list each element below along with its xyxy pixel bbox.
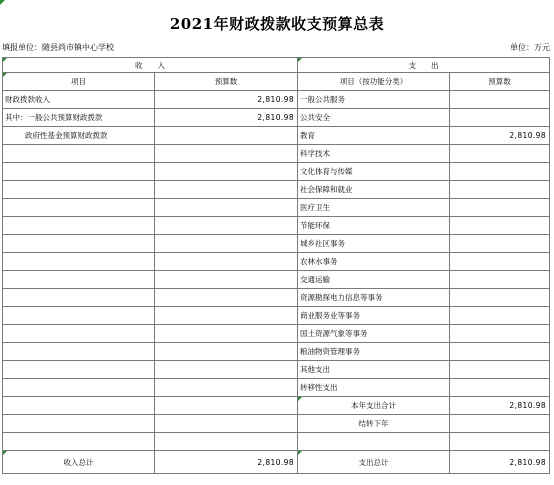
year-total-label: 本年支出合计 [298,397,450,415]
table-row [3,271,550,289]
expense-label: 一般公共服务 [298,91,450,109]
expense-value [450,163,550,181]
page-title: 2021年财政拨款收支预算总表 [169,15,385,33]
currency-unit: 单位：万元 [510,43,550,52]
expense-label: 科学技术 [298,145,450,163]
expense-label: 商业服务业等事务 [298,307,450,325]
expense-item-header: 项目（按功能分类） [298,73,450,91]
expense-value [450,199,550,217]
table-row [3,361,550,379]
income-header: 收 入 [3,58,298,73]
table-row [3,253,550,271]
expense-value [450,235,550,253]
expense-value [450,343,550,361]
expense-value [450,181,550,199]
expense-label: 国土资源气象等事务 [298,325,450,343]
expense-value [450,217,550,235]
income-value: 2,810.98 [155,109,298,127]
expense-label: 交通运输 [298,271,450,289]
table-row [3,145,550,163]
expense-value [450,307,550,325]
income-item-header: 项目 [3,73,155,91]
expense-value: 2,810.98 [450,127,550,145]
income-label: 财政拨款收入 [3,91,155,109]
expense-label: 资源勘探电力信息等事务 [298,289,450,307]
expense-value [450,109,550,127]
carry-over-label: 结转下年 [298,415,450,433]
income-label: 政府性基金预算财政拨款 [3,127,155,145]
blank-row [3,433,550,451]
year-total-value: 2,810.98 [450,397,550,415]
carry-over-value [450,415,550,433]
column-header-row [3,73,550,91]
expense-label: 节能环保 [298,217,450,235]
expense-label: 农林水事务 [298,253,450,271]
section-header-row [3,58,550,73]
year-total-row [3,397,550,415]
expense-label: 社会保障和就业 [298,181,450,199]
carry-over-row [3,415,550,433]
income-value [155,127,298,145]
expense-label: 文化体育与传媒 [298,163,450,181]
table-row [3,289,550,307]
expense-label: 其他支出 [298,361,450,379]
table-row [3,163,550,181]
table-row [3,91,550,109]
expense-label: 公共安全 [298,109,450,127]
expense-value [450,253,550,271]
expense-header: 支 出 [298,58,550,73]
income-label: 其中：一般公共预算财政拨款 [3,109,155,127]
expense-value [450,325,550,343]
income-total-value: 2,810.98 [155,451,298,474]
table-row [3,217,550,235]
budget-table [2,57,550,474]
expense-total-label: 支出总计 [298,451,450,474]
table-row [3,379,550,397]
expense-label: 城乡社区事务 [298,235,450,253]
expense-value [450,271,550,289]
table-row [3,199,550,217]
expense-label: 医疗卫生 [298,199,450,217]
table-row [3,343,550,361]
table-row [3,307,550,325]
expense-label: 教育 [298,127,450,145]
sheet-corner-marker [0,0,5,5]
expense-value [450,289,550,307]
income-value: 2,810.98 [155,91,298,109]
table-row [3,127,550,145]
reporting-unit: 填报单位：随县尚市镇中心学校 [2,43,114,52]
table-row [3,109,550,127]
expense-value [450,361,550,379]
expense-value [450,91,550,109]
table-row [3,325,550,343]
table-row [3,235,550,253]
expense-value [450,145,550,163]
expense-label: 转移性支出 [298,379,450,397]
expense-value [450,379,550,397]
table-row [3,181,550,199]
grand-total-row [3,451,550,474]
expense-label: 粮油物资管理事务 [298,343,450,361]
income-total-label: 收入总计 [3,451,155,474]
income-budget-header: 预算数 [155,73,298,91]
expense-total-value: 2,810.98 [450,451,550,474]
expense-budget-header: 预算数 [450,73,550,91]
